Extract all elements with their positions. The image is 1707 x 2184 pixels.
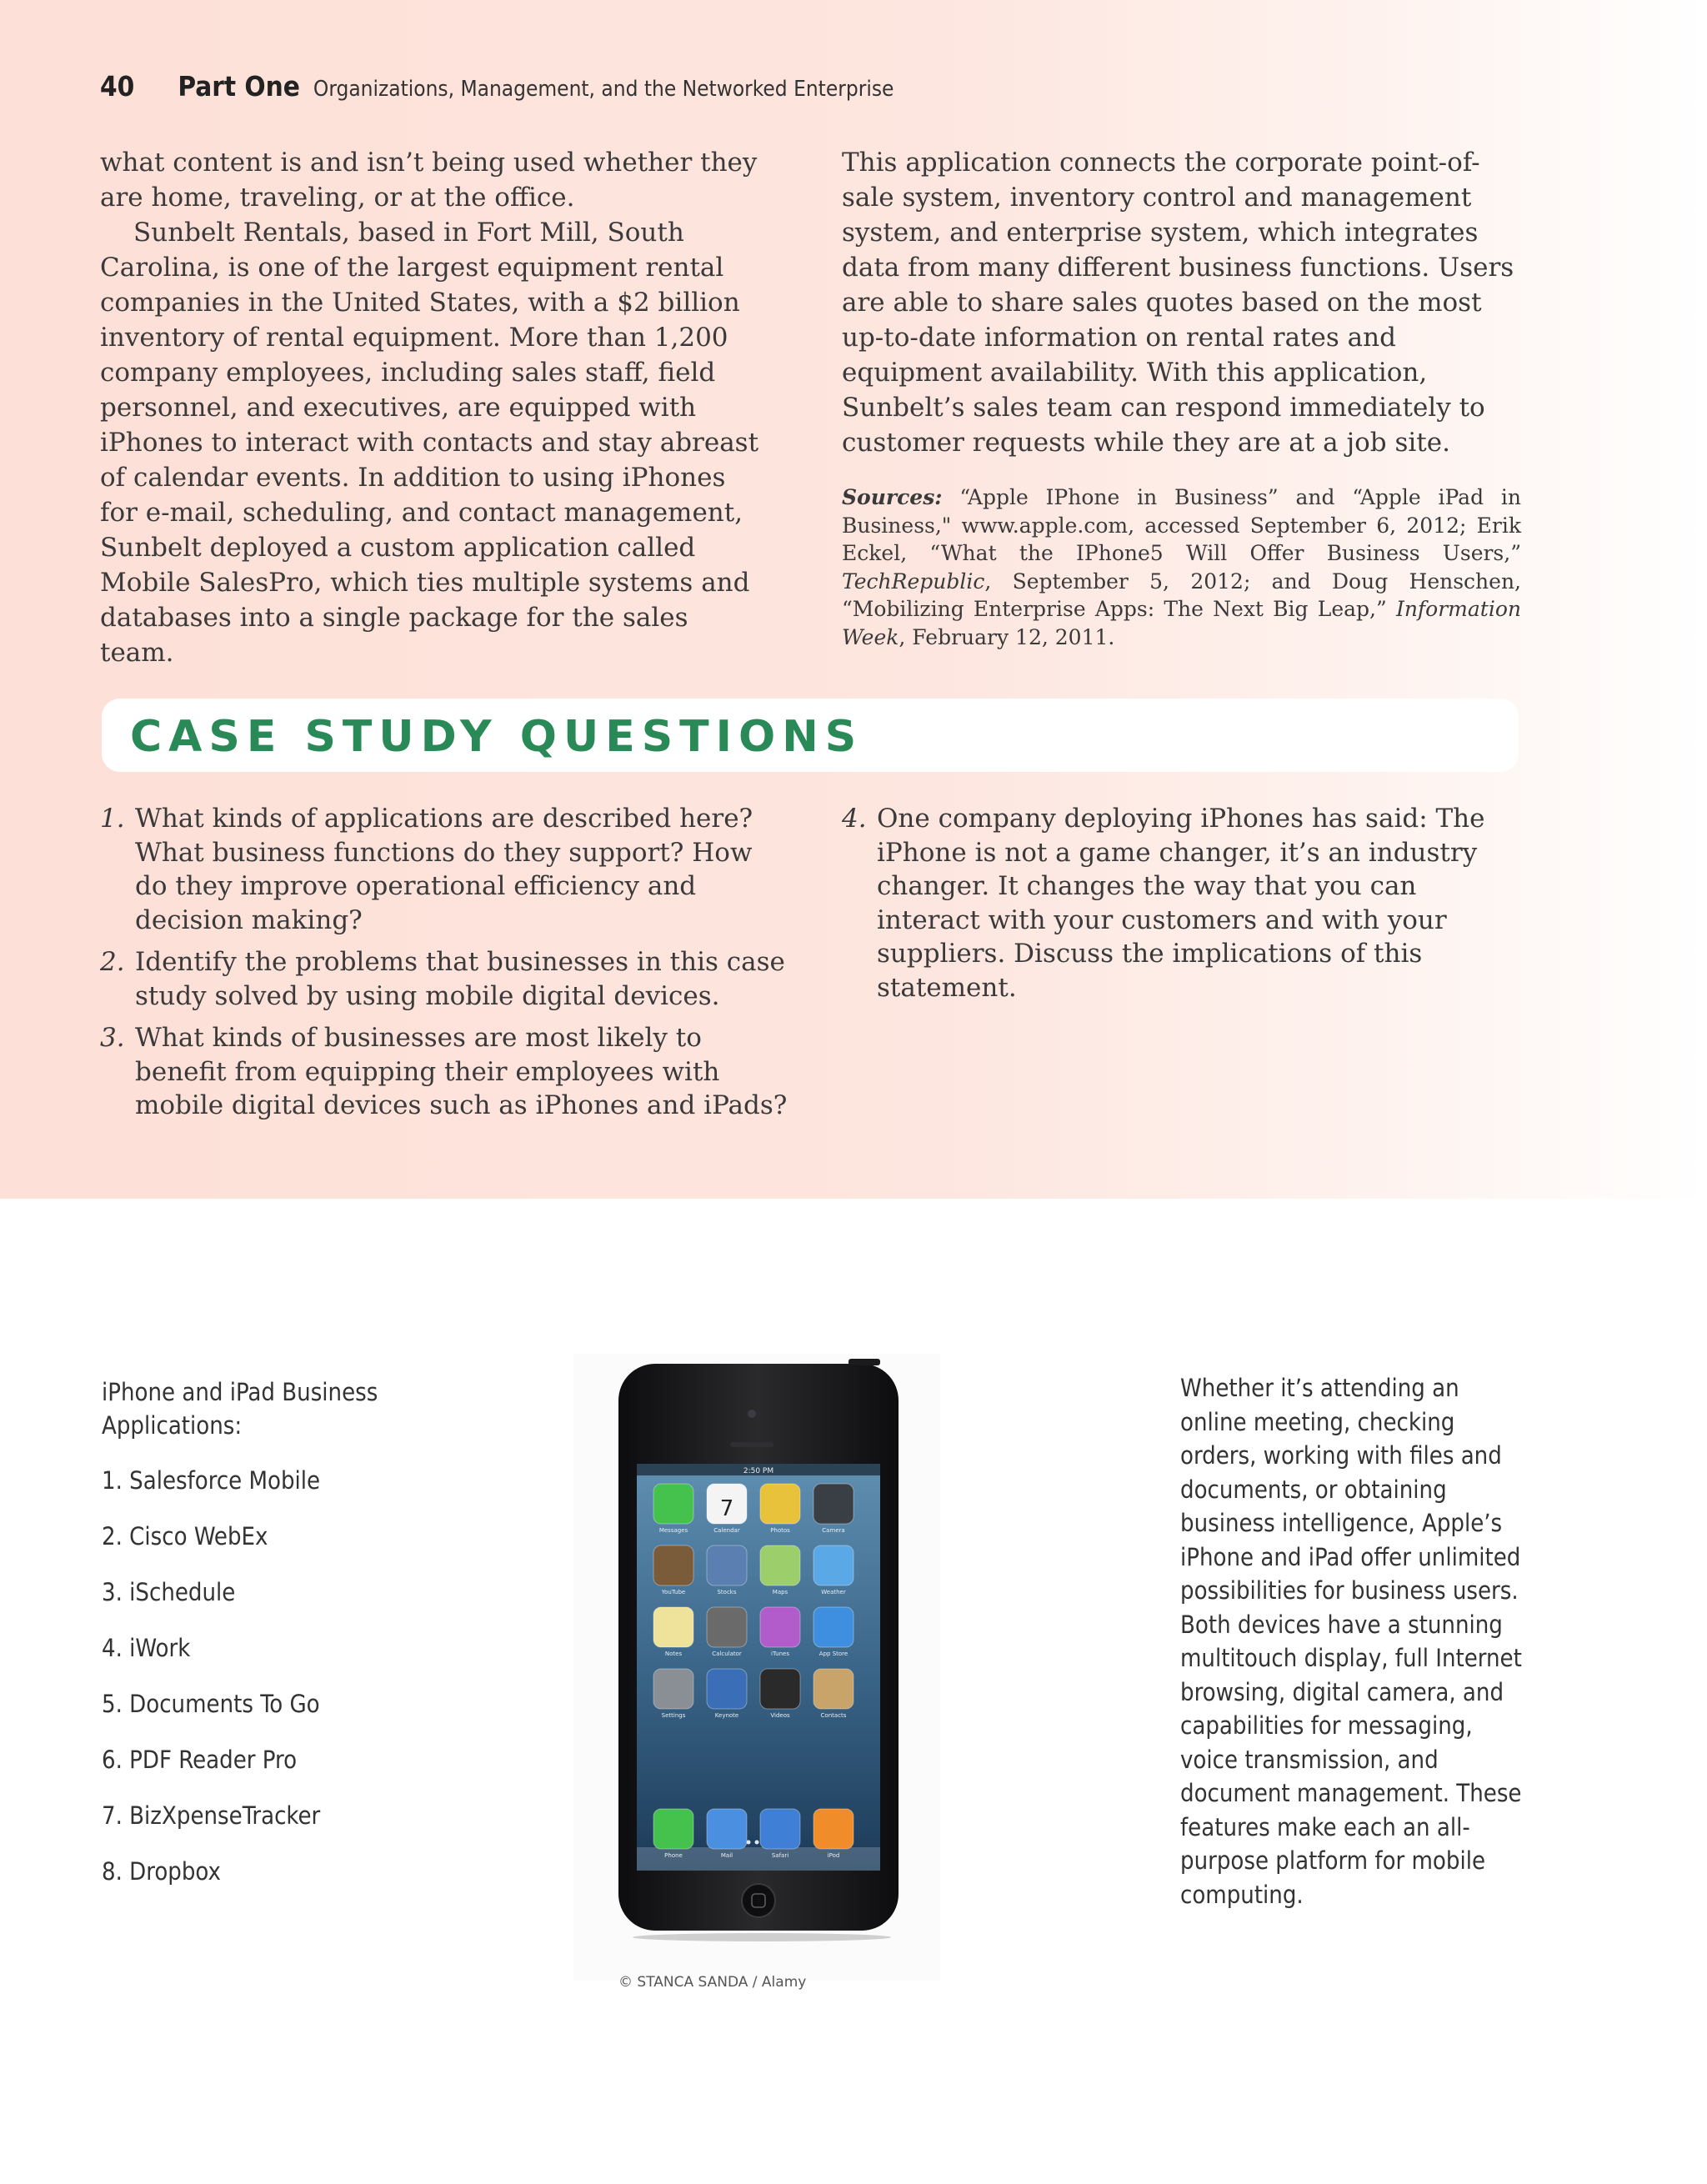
app-label: Calculator: [712, 1651, 742, 1657]
weather-icon: [813, 1545, 854, 1585]
question-number: 1.: [100, 804, 125, 834]
ipod-icon: [813, 1809, 854, 1849]
app-label: Contacts: [820, 1712, 847, 1719]
app-label: Camera: [822, 1527, 845, 1534]
question-item: [842, 802, 1525, 1004]
sources-note: Sources: “Apple IPhone in Business” and “Apple iPad in Business," www.apple.com, accessed September 6, 2012; Erik Eckel, “What the IPhone5 Will Offer Business Users,” TechRepublic, September 5, 2012; and Doug Henschen, “Mobilizing Enterprise Apps: The Next Big Leap,” Information Week, February 12, 2011.: [842, 485, 1521, 649]
list-item: 8. Dropbox: [102, 1857, 221, 1886]
app-label: YouTube: [661, 1589, 686, 1595]
page-number: 40: [100, 70, 135, 103]
messages-icon: [653, 1484, 693, 1524]
app-label: Videos: [770, 1712, 790, 1719]
notes-icon: [653, 1607, 693, 1647]
list-item: 7. BizXpenseTracker: [102, 1801, 321, 1830]
home-button-icon: [742, 1884, 775, 1917]
keynote-icon: [707, 1669, 747, 1709]
app-label: Safari: [771, 1852, 789, 1859]
question-item: [100, 1021, 792, 1123]
stocks-icon: [707, 1545, 747, 1585]
list-item: 3. iSchedule: [102, 1578, 236, 1606]
question-item: [100, 945, 792, 1013]
app-label: Stocks: [717, 1589, 737, 1595]
list-item: 5. Documents To Go: [102, 1690, 320, 1718]
questions-right: [842, 802, 1525, 1013]
question-text: One company deploying iPhones has said: The iPhone is not a game changer, it’s an industry changer. It changes the way that you can interact with your customers and with your suppliers. Discuss the implications of this statement.: [877, 804, 1485, 1003]
right-text-column: [842, 145, 1521, 651]
app-label: Calendar: [713, 1527, 740, 1534]
videos-icon: [760, 1669, 800, 1709]
list-item: 4. iWork: [102, 1634, 191, 1662]
photos-icon: [760, 1484, 800, 1524]
list-item: 1. Salesforce Mobile: [102, 1466, 321, 1495]
calendar-day: 7: [719, 1496, 734, 1521]
list-item: 6. PDF Reader Pro: [102, 1746, 298, 1774]
app-label: Notes: [664, 1651, 683, 1657]
case-study-title: CASE STUDY QUESTIONS: [130, 712, 864, 762]
questions-left: [100, 802, 792, 1131]
question-number: 4.: [842, 804, 867, 834]
phone-shadow: [633, 1933, 891, 1941]
earpiece-speaker: [730, 1442, 773, 1447]
app-label: Messages: [658, 1527, 688, 1534]
description-text: Whether it’s attending an online meeting, checking orders, working with files and documents, or obtaining business intelligence, Apple’s iPhone and iPad offer unlimited possibilities for business users. Both devices have a stunning multitouch display, full Internet browsing, digital camera, and capabilities for messaging, voice transmission, and document management. These features make each an all-purpose platform for mobile computing.: [1180, 1374, 1522, 1909]
publication-name: TechRepublic: [842, 569, 985, 594]
iphone-photo: [573, 1354, 940, 1981]
calculator-icon: [707, 1607, 747, 1647]
running-header: [100, 70, 894, 103]
youtube-icon: [653, 1545, 693, 1585]
contacts-icon: [813, 1669, 854, 1709]
settings-icon: [653, 1669, 693, 1709]
photo-credit: © STANCA SANDA / Alamy: [618, 1974, 807, 1991]
app-label: Settings: [661, 1712, 686, 1719]
app-label: iTunes: [771, 1651, 789, 1657]
app-store-icon: [813, 1607, 854, 1647]
question-item: [100, 802, 792, 937]
sources-label: Sources:: [842, 485, 943, 509]
front-camera-icon: [748, 1410, 756, 1418]
safari-icon: [760, 1809, 800, 1849]
dock-shelf: [637, 1847, 880, 1871]
camera-icon: [813, 1484, 854, 1524]
apps-heading: iPhone and iPad Business Applications:: [102, 1378, 378, 1440]
apps-list: [102, 1375, 468, 1911]
app-label: iPod: [827, 1852, 840, 1859]
part-subtitle: Organizations, Management, and the Networked Enterprise: [313, 77, 894, 102]
app-label: Weather: [821, 1589, 846, 1595]
publication-name: Information Week: [842, 597, 1521, 649]
paragraph: This application connects the corporate point-of-sale system, inventory control and management system, and enterprise system, which integrates data from many different business functions. Users are able to share sales quotes based on the most up-to-date information on rental rates and equipment availability. With this application, Sunbelt’s sales team can respond immediately to customer requests while they are at a job site.: [842, 148, 1514, 458]
question-text: What kinds of applications are described here? What business functions do they support? How do they improve operational efficiency and decision making?: [135, 804, 753, 935]
app-label: Keynote: [714, 1712, 739, 1719]
app-label: Maps: [772, 1589, 788, 1595]
left-text-column: [100, 145, 767, 670]
maps-icon: [760, 1545, 800, 1585]
mail-icon: [707, 1809, 747, 1849]
app-label: Mail: [720, 1852, 733, 1859]
app-label: App Store: [818, 1651, 848, 1657]
phone-icon: [653, 1809, 693, 1849]
part-label: Part One: [178, 70, 300, 103]
case-study-banner: [102, 699, 1519, 772]
status-time: 2:50 PM: [743, 1467, 774, 1475]
sleep-button: [848, 1359, 880, 1365]
question-text: What kinds of businesses are most likely to benefit from equipping their employees with mobile digital devices such as iPhones and iPads?: [135, 1023, 788, 1120]
page-dot: [755, 1841, 759, 1845]
list-item: 2. Cisco WebEx: [102, 1522, 268, 1550]
itunes-icon: [760, 1607, 800, 1647]
paragraph: Sunbelt Rentals, based in Fort Mill, South Carolina, is one of the largest equipment rental companies in the United States, with a $2 billion inventory of rental equipment. More than 1,200 company employees, including sales staff, field personnel, and executives, are equipped with iPhones to interact with contacts and stay abreast of calendar events. In addition to using iPhones for e-mail, scheduling, and contact management, Sunbelt deployed a custom application called Mobile SalesPro, which ties multiple systems and databases into a single package for the sales team.: [100, 218, 759, 668]
app-label: Photos: [770, 1527, 790, 1534]
question-text: Identify the problems that businesses in this case study solved by using mobile digital devices.: [135, 947, 785, 1011]
paragraph: what content is and isn’t being used whether they are home, traveling, or at the office.: [100, 148, 758, 213]
question-number: 3.: [100, 1023, 125, 1053]
app-label: Phone: [664, 1852, 683, 1859]
question-number: 2.: [100, 947, 125, 977]
iphone-illustration: [573, 1354, 940, 1981]
